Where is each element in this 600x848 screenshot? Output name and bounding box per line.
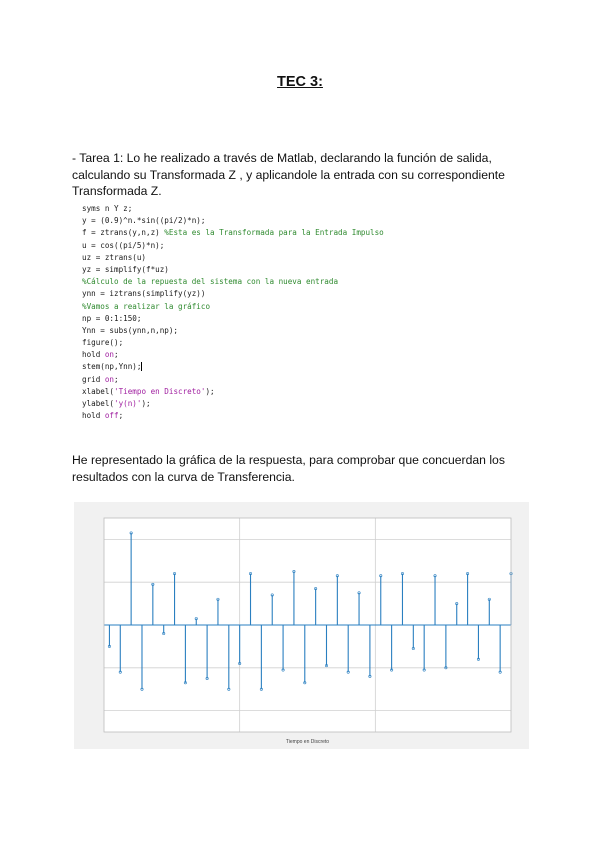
code-token: hold <box>82 411 105 421</box>
code-token: %Esta es la Transformada para la Entrada Impulso <box>164 228 384 238</box>
code-token: f = ztrans(y,n,z) <box>82 228 165 238</box>
code-line <box>82 252 502 264</box>
code-line <box>82 386 502 398</box>
matlab-code-block <box>82 203 502 422</box>
code-token: ; <box>114 374 119 384</box>
code-token: xlabel( <box>82 386 115 396</box>
code-line <box>82 276 502 288</box>
code-line <box>82 398 502 410</box>
code-line <box>82 337 502 349</box>
code-token: %Vamos a realizar la gráfico <box>82 301 211 311</box>
code-line <box>82 215 502 227</box>
code-line <box>82 410 502 422</box>
code-token: off <box>104 411 119 421</box>
code-line <box>82 227 502 239</box>
code-token: y = (0.9)^n.*sin((pi/2)*n); <box>82 216 206 226</box>
code-line <box>82 374 502 386</box>
code-token: on <box>104 374 115 384</box>
x-axis-label: Tiempo en Discreto <box>285 739 330 745</box>
code-line <box>82 325 502 337</box>
document-title: TEC 3: <box>277 74 323 90</box>
code-token: figure(); <box>82 338 124 348</box>
code-token: uz = ztrans(u) <box>82 252 147 262</box>
code-token: Ynn = subs(ynn,n,np); <box>82 325 179 335</box>
result-paragraph: He representado la gráfica de la respuesta, para comprobar que concuerdan los resultados con la curva de Transferencia. <box>72 453 505 484</box>
code-line <box>82 264 502 276</box>
code-line <box>82 240 502 252</box>
code-token: ynn = iztrans(simplify(yz)) <box>82 289 206 299</box>
code-token: syms n Y z; <box>82 204 133 213</box>
code-token: np = 0:1:150; <box>82 313 142 323</box>
code-token: ylabel( <box>82 399 115 408</box>
code-token: hold <box>82 350 105 360</box>
code-token: ); <box>205 386 215 396</box>
code-token: on <box>104 350 115 360</box>
code-line <box>82 349 502 361</box>
code-token: stem(np,Ynn); <box>82 362 142 372</box>
stem-plot <box>74 502 529 749</box>
task-paragraph: - Tarea 1: Lo he realizado a través de Matlab, declarando la función de salida, calculando su Transformada Z , y aplicandole la entrada con su correspondiente Transformada Z. <box>72 151 505 198</box>
code-token: 'Tiempo en Discreto' <box>114 386 206 396</box>
code-line <box>82 288 502 300</box>
code-token: ; <box>114 350 119 360</box>
code-token: ); <box>141 399 151 408</box>
code-line <box>82 203 502 215</box>
stem-plot-figure <box>74 502 529 749</box>
code-line <box>82 301 502 313</box>
code-line <box>82 313 502 325</box>
code-token: 'y(n)' <box>114 399 142 408</box>
code-token: yz = simplify(f*uz) <box>82 264 169 274</box>
code-token: u = cos((pi/5)*n); <box>82 240 165 250</box>
code-token: ; <box>118 411 124 421</box>
code-token: grid <box>82 374 105 384</box>
code-token: %Cálculo de la repuesta del sistema con la nueva entrada <box>82 277 339 287</box>
code-line <box>82 361 502 373</box>
